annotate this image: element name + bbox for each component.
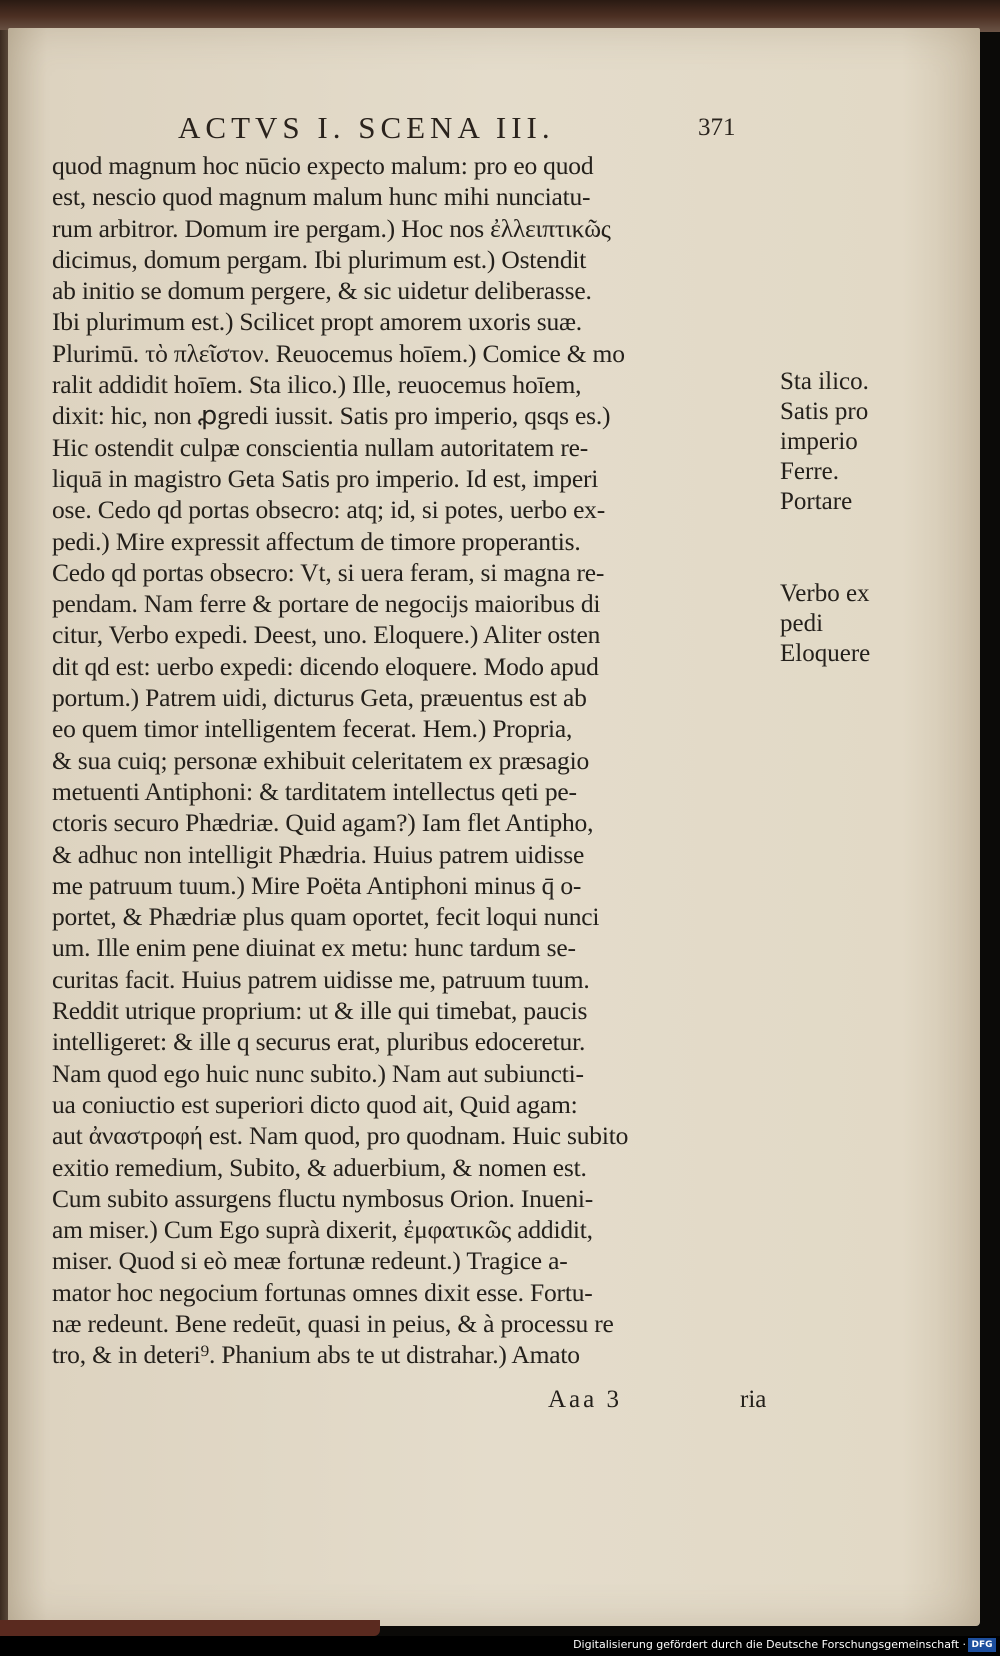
text-line: tro, & in deteri⁹. Phanium abs te ut distrahar.) Amato [52, 1340, 580, 1370]
text-line: est, nescio quod magnum malum hunc mihi nunciatu- [52, 182, 591, 212]
text-line: ua coniuctio est superiori dicto quod ait, Quid agam: [52, 1089, 578, 1119]
text-line: rum arbitror. Domum ire pergam.) Hoc nos ἐλλειπτικῶς [52, 213, 611, 243]
text-line: me patruum tuum.) Mire Poëta Antiphoni minus q̄ o- [52, 870, 582, 900]
text-line: intelligeret: & ille q securus erat, pluribus edoceretur. [52, 1027, 586, 1057]
text-line: ralit addidit hoīem. Sta ilico.) Ille, reuocemus hoīem, [52, 370, 582, 400]
dfg-logo: DFG [968, 1638, 996, 1652]
signature-mark: Aaa 3 [548, 1386, 622, 1413]
running-head: ACTVS I. SCENA III. [178, 110, 555, 145]
text-line: dit qd est: uerbo expedi: dicendo eloquere. Modo apud [52, 651, 599, 681]
margin-note: Ferre. [780, 458, 839, 485]
text-line: dixit: hic, non ꝓgredi iussit. Satis pro imperio, qsqs es.) [52, 401, 611, 431]
text-line: citur, Verbo expedi. Deest, uno. Eloquere.) Aliter osten [52, 620, 601, 650]
text-line: curitas facit. Huius patrem uidisse me, patruum tuum. [52, 964, 590, 994]
text-line: um. Ille enim pene diuinat ex metu: hunc tardum se- [52, 933, 576, 963]
page-number: 371 [698, 114, 736, 141]
text-line: portet, & Phædriæ plus quam oportet, fecit loqui nunci [52, 902, 600, 932]
text-line: portum.) Patrem uidi, dicturus Geta, præuentus est ab [52, 683, 587, 713]
text-line: ose. Cedo qd portas obsecro: atq; id, si potes, uerbo ex- [52, 495, 606, 525]
text-line: Cedo qd portas obsecro: Vt, si uera feram, si magna re- [52, 557, 605, 587]
text-line: pedi.) Mire expressit affectum de timore properantis. [52, 526, 581, 556]
margin-note: Verbo ex [780, 580, 870, 607]
text-line: ctoris securo Phædriæ. Quid agam?) Iam flet Antipho, [52, 808, 594, 838]
commentary-text [52, 150, 780, 1371]
text-line: ab initio se domum pergere, & sic uidetur deliberasse. [52, 276, 592, 306]
text-line: exitio remedium, Subito, & aduerbium, & nomen est. [52, 1152, 587, 1182]
margin-note: Eloquere [780, 640, 871, 667]
text-line: Reddit utrique proprium: ut & ille qui timebat, paucis [52, 996, 588, 1026]
margin-note: Sta ilico. [780, 368, 869, 395]
text-line: am miser.) Cum Ego suprà dixerit, ἐμφατικῶς addidit, [52, 1215, 593, 1245]
margin-note: pedi [780, 610, 824, 637]
text-line: liquā in magistro Geta Satis pro imperio. Id est, imperi [52, 463, 599, 493]
margin-note: imperio [780, 428, 858, 455]
text-line: Cum subito assurgens fluctu nymbosus Orion. Inueni- [52, 1183, 594, 1213]
text-line: eo quem timor intelligentem fecerat. Hem.) Propria, [52, 714, 573, 744]
text-line: aut ἀναστροφή est. Nam quod, pro quodnam. Huic subito [52, 1121, 629, 1151]
text-line: næ redeunt. Bene redeūt, quasi in peius, & à processu re [52, 1308, 614, 1338]
digitization-credit: Digitalisierung gefördert durch die Deutsche Forschungsgemeinschaft · [573, 1638, 966, 1651]
text-line: quod magnum hoc nūcio expecto malum: pro eo quod [52, 151, 594, 180]
text-line: metuenti Antiphoni: & tarditatem intellectus qeti pe- [52, 776, 577, 806]
margin-note: Satis pro [780, 398, 869, 425]
text-line: mator hoc negocium fortunas omnes dixit esse. Fortu- [52, 1277, 593, 1307]
text-line: miser. Quod si eò meæ fortunæ redeunt.) Tragice a- [52, 1246, 568, 1276]
text-line: dicimus, domum pergam. Ibi plurimum est.) Ostendit [52, 244, 587, 274]
book-cover-bottom-edge [0, 1620, 380, 1636]
text-line: & adhuc non intelligit Phædria. Huius patrem uidisse [52, 839, 585, 869]
text-line: Nam quod ego huic nunc subito.) Nam aut subiuncti- [52, 1058, 584, 1088]
text-line: Hic ostendit culpæ conscientia nullam autoritatem re- [52, 432, 589, 462]
margin-note: Portare [780, 488, 853, 515]
text-line: Plurimū. τὸ πλεῖστον. Reuocemus hoīem.) Comice & mo [52, 338, 625, 368]
text-line: & sua cuiq; personæ exhibuit celeritatem ex præsagio [52, 745, 590, 775]
text-line: pendam. Nam ferre & portare de negocijs maioribus di [52, 589, 601, 619]
catchword: ria [740, 1386, 767, 1413]
text-line: Ibi plurimum est.) Scilicet propt amorem uxoris suæ. [52, 307, 582, 337]
page-header [178, 110, 778, 150]
